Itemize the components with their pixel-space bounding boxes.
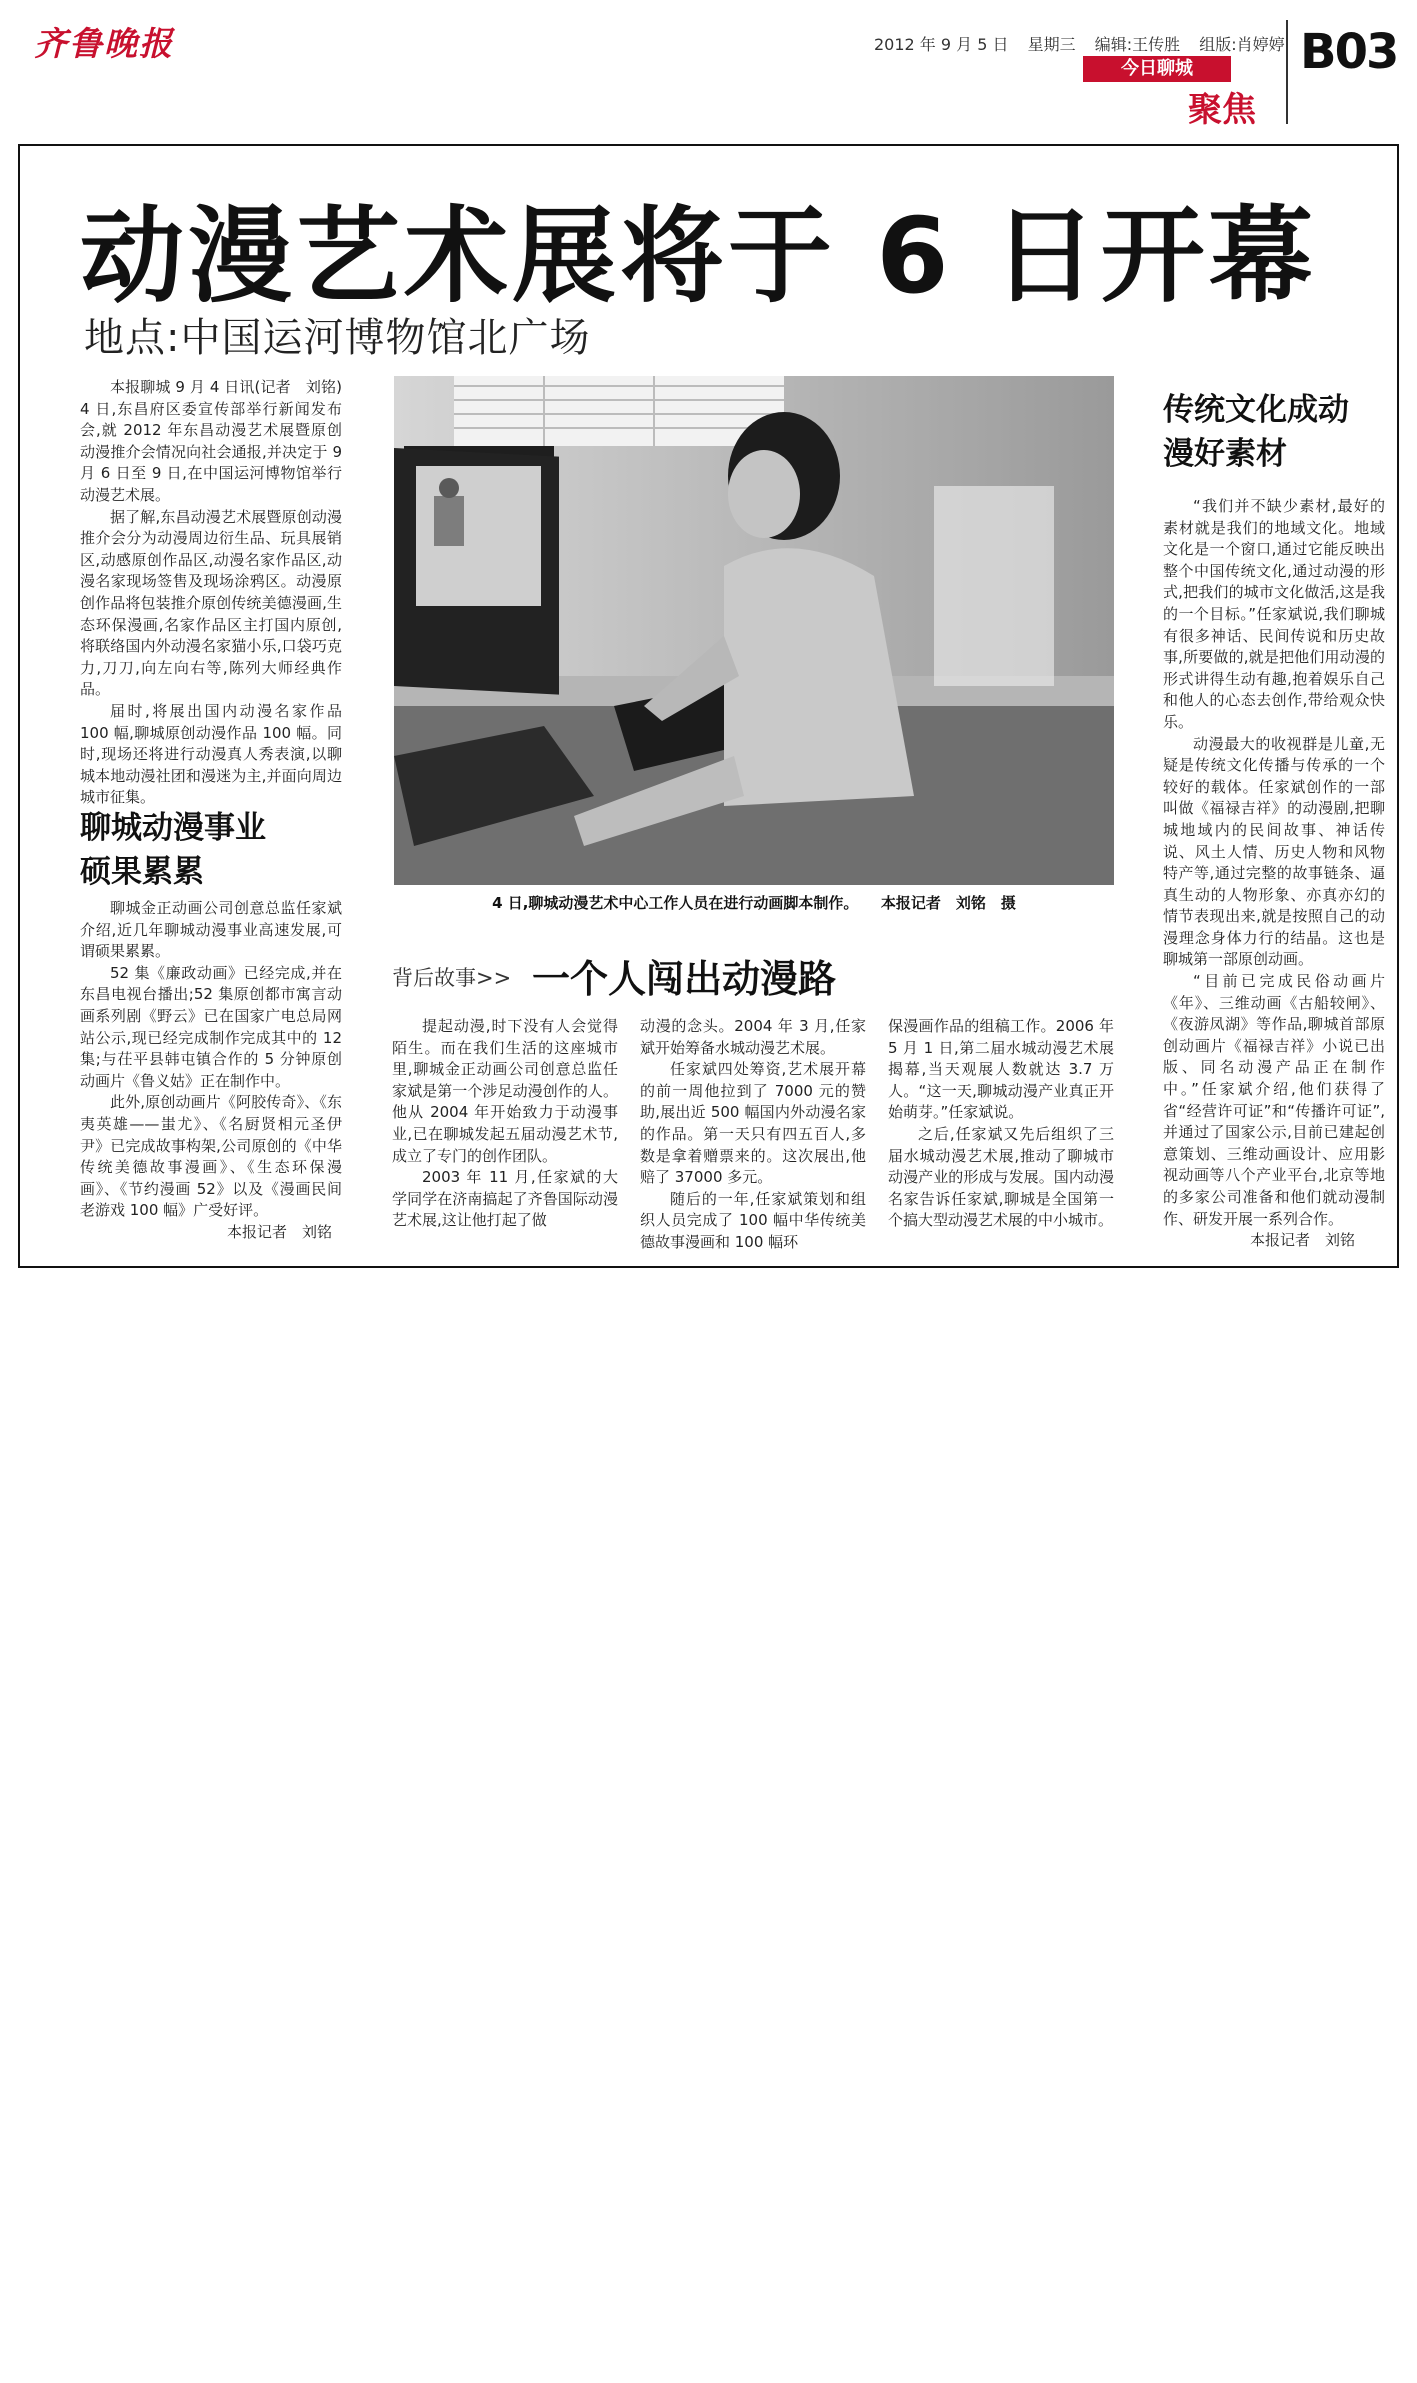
- section1-paragraph: 此外,原创动画片《阿胶传奇》、《东夷英雄——蚩尤》、《名厨贤相元圣伊尹》已完成故事构架,公司原创的《中华传统美德故事漫画》、《生态环保漫画》、《节约漫画 52》以及《漫画民间老游戏 100 幅》广受好评。: [80, 1093, 342, 1220]
- lead-paragraph: 本报聊城 9 月 4 日讯(记者 刘铭) 4 日,东昌府区委宣传部举行新闻发布会,就 2012 年东昌动漫艺术展暨原创动漫推介会情况向社会通报,并决定于 9 月 6 日至 9 日,在中国运河博物馆举行动漫艺术展。: [80, 378, 358, 504]
- issue-weekday: 星期三: [1027, 35, 1076, 54]
- page-number: B03: [1300, 24, 1398, 80]
- right-paragraph: “我们并不缺少素材,最好的素材就是我们的地域文化。地域文化是一个窗口,通过它能反映出整个中国传统文化,通过动漫的形式,把我们的城市文化做活,这是我的一个目标。”任家斌说,我们聊城有很多神话、民间传说和历史故事,所要做的,就是把他们用动漫的形式讲得生动有趣,抱着娱乐自己和他人的心态去创作,带给观众快乐。: [1163, 497, 1385, 731]
- story-paragraph: 保漫画作品的组稿工作。2006 年 5 月 1 日,第二届水城动漫艺术展揭幕,当天观展人数就达 3.7 万人。“这一天,聊城动漫产业真正开始萌芽。”任家斌说。: [888, 1017, 1114, 1122]
- lead-column: [80, 377, 358, 809]
- story-column-3: [888, 1016, 1114, 1232]
- story-paragraph: 任家斌四处筹资,艺术展开幕的前一周他拉到了 7000 元的赞助,展出近 500 幅国内外动漫名家的作品。第一天只有四五百人,多数是拿着赠票来的。这次展出,他赔了 37000 多元。: [640, 1060, 866, 1187]
- headline: 动漫艺术展将于 6 日开幕: [80, 195, 1317, 317]
- newspaper-logo: 齐鲁晚报: [34, 24, 174, 63]
- layout-credit: 组版:肖婷婷: [1199, 35, 1285, 54]
- news-photo: [394, 376, 1114, 885]
- section1-column: [80, 898, 342, 1244]
- story-paragraph: 2003 年 11 月,任家斌的大学同学在济南搞起了齐鲁国际动漫艺术展,这让他打起了做: [392, 1168, 618, 1230]
- lead-paragraph: 届时,将展出国内动漫名家作品 100 幅,聊城原创动漫作品 100 幅。同时,现场还将进行动漫真人秀表演,以聊城本地动漫社团和漫迷为主,并面向周边城市征集。: [80, 701, 342, 807]
- story-title: 一个人闯出动漫路: [532, 957, 837, 1001]
- story-tag: 背后故事>>: [392, 966, 512, 990]
- story-paragraph: 随后的一年,任家斌策划和组织人员完成了 100 幅中华传统美德故事漫画和 100 幅环: [640, 1189, 866, 1251]
- section1-title: 聊城动漫事业硕果累累: [80, 810, 266, 890]
- story-column-2: [640, 1016, 866, 1254]
- lead-paragraph: 据了解,东昌动漫艺术展暨原创动漫推介会分为动漫周边衍生品、玩具展销区,动感原创作品区,动漫名家作品区,动漫名家现场签售及现场涂鸦区。动漫原创作品将包装推介原创传统美德漫画,生态环保漫画,名家作品区主打国内原创,将联络国内外动漫名家猫小乐,口袋巧克力,刀刀,向左向右等,陈列大师经典作品。: [80, 507, 342, 699]
- section1-paragraph: 52 集《廉政动画》已经完成,并在东昌电视台播出;52 集原创都市寓言动画系列剧《野云》已在国家广电总局网站公示,现已经完成制作完成其中的 12 集;与茌平县韩屯镇合作的 5 分钟原创动画片《鲁义姑》正在制作中。: [80, 963, 342, 1090]
- photo-caption: 4 日,聊城动漫艺术中心工作人员在进行动画脚本制作。 本报记者 刘铭 摄: [492, 894, 1016, 912]
- story-paragraph: 动漫的念头。2004 年 3 月,任家斌开始筹备水城动漫艺术展。: [640, 1017, 866, 1057]
- story-paragraph: 提起动漫,时下没有人会觉得陌生。而在我们生活的这座城市里,聊城金正动画公司创意总监任家斌是第一个涉足动漫创作的人。他从 2004 年开始致力于动漫事业,已在聊城发起五届动漫艺术节,成立了专门的创作团队。: [392, 1017, 618, 1165]
- subheadline: 地点:中国运河博物馆北广场: [84, 315, 591, 361]
- story-column-1: [392, 1016, 618, 1232]
- section-tag: 今日聊城: [1083, 56, 1231, 82]
- right-byline: 本报记者 刘铭: [1249, 1231, 1355, 1250]
- right-section-title: 传统文化成动漫好素材: [1163, 392, 1349, 472]
- right-paragraph: 动漫最大的收视群是儿童,无疑是传统文化传播与传承的一个较好的载体。任家斌创作的一部叫做《福禄吉祥》的动漫剧,把聊城地域内的民间故事、神话传说、风土人情、历史人物和风物特产等,通过完整的故事链条、逼真生动的人物形象、亦真亦幻的情节表现出来,就是按照自己的动漫理念身体力行的结晶。这也是聊城第一部原创动画。: [1163, 734, 1385, 969]
- right-column: [1163, 496, 1385, 1252]
- byline: 本报记者 刘铭: [226, 1222, 332, 1241]
- issue-date: 2012 年 9 月 5 日: [874, 35, 1009, 54]
- right-paragraph: “目前已完成民俗动画片《年》、三维动画《古船较闸》、《夜游凤湖》等作品,聊城首部原创动画片《福禄吉祥》小说已出版、同名动漫产品正在制作中。”任家斌介绍,他们获得了省“经营许可证”和“传播许可证”,并通过了国家公示,目前已建起创意策划、三维动画设计、应用影视动画等八个产业平台,北京等地的多家公司准备和他们就动漫制作、研发开展一系列合作。: [1163, 972, 1385, 1228]
- photo-illustration: [394, 376, 1114, 885]
- editor-credit: 编辑:王传胜: [1094, 35, 1181, 54]
- story-paragraph: 之后,任家斌又先后组织了三届水城动漫艺术展,推动了聊城市动漫产业的形成与发展。国内动漫名家告诉任家斌,聊城是全国第一个搞大型动漫艺术展的中小城市。: [888, 1124, 1114, 1230]
- section-title: 聚焦: [1188, 90, 1256, 130]
- issue-meta: [874, 32, 1299, 55]
- masthead-divider: [1286, 20, 1288, 124]
- section1-paragraph: 聊城金正动画公司创意总监任家斌介绍,近几年聊城动漫事业高速发展,可谓硕果累累。: [80, 899, 342, 961]
